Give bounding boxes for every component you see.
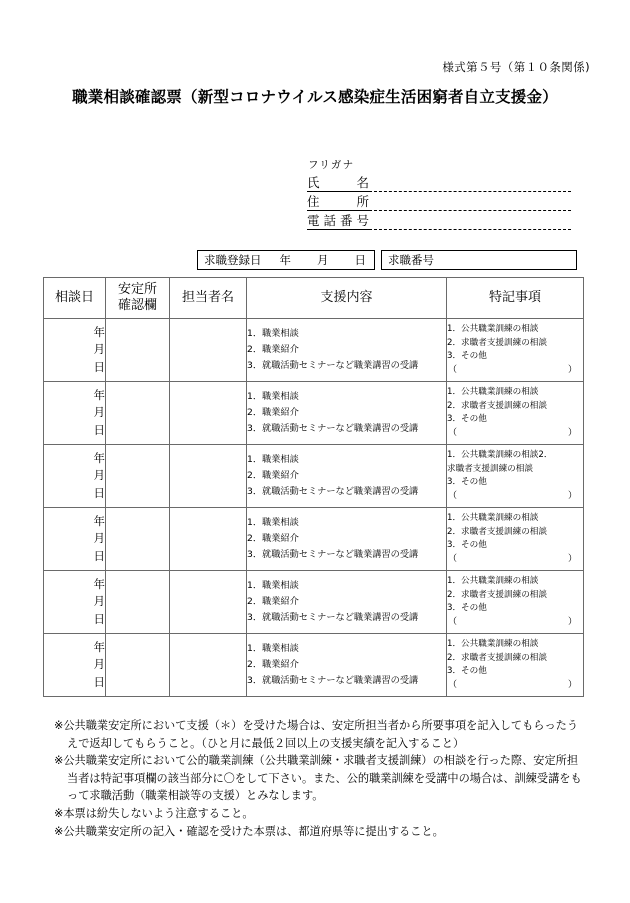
remark-other-input[interactable] <box>447 616 583 629</box>
paren-open: （ <box>448 364 458 375</box>
applicant-block <box>307 157 571 230</box>
header-support-content: 支援内容 <box>247 278 447 319</box>
remark-option-line-2[interactable]: 求職者支援訓練の相談 <box>447 463 533 474</box>
paren-open: （ <box>448 427 458 438</box>
paren-open: （ <box>448 553 458 564</box>
date-unit-day: 日 <box>93 359 105 374</box>
cell-consult-date[interactable] <box>44 634 106 697</box>
remark-other-input[interactable] <box>447 679 583 692</box>
remark-option-1[interactable]: 1．公共職業訓練の相談 <box>447 513 539 524</box>
consultation-table <box>43 277 584 697</box>
cell-remarks[interactable] <box>447 634 584 697</box>
paren-close: ） <box>567 364 577 375</box>
name-input[interactable] <box>369 176 571 192</box>
month-unit: 月 <box>317 253 329 267</box>
cell-office-check[interactable] <box>106 571 170 634</box>
cell-office-check[interactable] <box>106 382 170 445</box>
cell-office-check[interactable] <box>106 445 170 508</box>
remark-option-1[interactable]: 1．公共職業訓練の相談 <box>447 387 539 398</box>
date-unit-year: 年 <box>93 324 105 339</box>
support-option-2[interactable]: 2．職業紹介 <box>247 407 299 418</box>
support-option-3[interactable]: 3．就職活動セミナーなど職業講習の受講 <box>247 423 419 434</box>
cell-office-check[interactable] <box>106 508 170 571</box>
cell-staff-name[interactable] <box>170 382 247 445</box>
paren-open: （ <box>448 679 458 690</box>
address-input[interactable] <box>369 195 571 211</box>
date-unit-year: 年 <box>93 639 105 654</box>
date-unit-year: 年 <box>93 450 105 465</box>
cell-remarks[interactable] <box>447 319 584 382</box>
cell-support-content[interactable] <box>247 382 447 445</box>
cell-office-check[interactable] <box>106 319 170 382</box>
remark-other-input[interactable] <box>447 364 583 377</box>
cell-consult-date[interactable] <box>44 571 106 634</box>
date-unit-day: 日 <box>93 485 105 500</box>
footer-note-4: ※公共職業安定所の記入・確認を受けた本票は、都道府県等に提出すること。 <box>54 824 444 838</box>
cell-support-content[interactable] <box>247 319 447 382</box>
address-label: 住所 <box>307 194 369 209</box>
page-title: 職業相談確認票（新型コロナウイルス感染症生活困窮者自立支援金） <box>72 88 558 106</box>
table-header-row <box>44 278 584 319</box>
cell-consult-date[interactable] <box>44 445 106 508</box>
footer-note-3: ※本票は紛失しないよう注意すること。 <box>54 806 254 820</box>
job-registration-date-box[interactable] <box>197 250 375 270</box>
remark-option-3[interactable]: 3．その他 <box>447 414 487 425</box>
support-option-2[interactable]: 2．職業紹介 <box>247 659 299 670</box>
cell-consult-date[interactable] <box>44 319 106 382</box>
remark-option-2[interactable]: 2．求職者支援訓練の相談 <box>447 652 547 663</box>
job-registration-date-label: 求職登録日 <box>204 253 262 267</box>
date-unit-year: 年 <box>93 513 105 528</box>
support-option-1[interactable]: 1．職業相談 <box>247 580 299 591</box>
paren-close: ） <box>567 553 577 564</box>
table-row <box>44 571 584 634</box>
table-row <box>44 634 584 697</box>
date-unit-month: 月 <box>93 657 105 672</box>
remark-option-1[interactable]: 1．公共職業訓練の相談 <box>447 639 539 650</box>
paren-close: ） <box>567 616 577 627</box>
remark-option-2[interactable]: 2．求職者支援訓練の相談 <box>447 337 547 348</box>
table-row <box>44 508 584 571</box>
job-number-label: 求職番号 <box>388 253 434 267</box>
header-staff-name: 担当者名 <box>170 278 247 319</box>
form-number: 様式第５号（第１０条関係) <box>442 60 590 74</box>
cell-staff-name[interactable] <box>170 445 247 508</box>
support-option-2[interactable]: 2．職業紹介 <box>247 344 299 355</box>
cell-support-content[interactable] <box>247 508 447 571</box>
date-unit-month: 月 <box>93 594 105 609</box>
support-option-3[interactable]: 3．就職活動セミナーなど職業講習の受講 <box>247 675 419 686</box>
remark-option-3[interactable]: 3．その他 <box>447 540 487 551</box>
cell-consult-date[interactable] <box>44 382 106 445</box>
date-unit-month: 月 <box>93 405 105 420</box>
date-unit-day: 日 <box>93 548 105 563</box>
remark-option-3[interactable]: 3．その他 <box>447 666 487 677</box>
cell-office-check[interactable] <box>106 634 170 697</box>
name-label: 氏名 <box>307 175 369 190</box>
date-unit-month: 月 <box>93 531 105 546</box>
paren-close: ） <box>567 490 577 501</box>
paren-close: ） <box>567 679 577 690</box>
date-unit-month: 月 <box>93 342 105 357</box>
job-number-box[interactable] <box>381 250 577 270</box>
remark-option-2[interactable]: 2．求職者支援訓練の相談 <box>447 400 547 411</box>
support-option-1[interactable]: 1．職業相談 <box>247 643 299 654</box>
cell-remarks[interactable] <box>447 571 584 634</box>
support-option-3[interactable]: 3．就職活動セミナーなど職業講習の受講 <box>247 612 419 623</box>
support-option-1[interactable]: 1．職業相談 <box>247 391 299 402</box>
support-option-2[interactable]: 2．職業紹介 <box>247 533 299 544</box>
header-office-check-line2: 確認欄 <box>117 298 157 313</box>
date-unit-year: 年 <box>93 576 105 591</box>
cell-remarks[interactable] <box>447 382 584 445</box>
paren-open: （ <box>448 490 458 501</box>
date-unit-day: 日 <box>93 611 105 626</box>
footer-note-1: ※公共職業安定所において支援（＊）を受けた場合は、安定所担当者から所要事項を記入してもらったうえで返却してもらうこと。（ひと月に最低２回以上の支援実績を記入すること） <box>54 719 579 750</box>
support-option-1[interactable]: 1．職業相談 <box>247 454 299 465</box>
paren-open: （ <box>448 616 458 627</box>
table-row <box>44 319 584 382</box>
support-option-2[interactable]: 2．職業紹介 <box>247 596 299 607</box>
support-option-1[interactable]: 1．職業相談 <box>247 517 299 528</box>
cell-staff-name[interactable] <box>170 508 247 571</box>
header-office-check-line1: 安定所 <box>117 282 157 297</box>
address-field-row <box>307 192 571 211</box>
cell-support-content[interactable] <box>247 445 447 508</box>
furigana-label: フリガナ <box>308 159 355 171</box>
remark-option-2[interactable]: 2．求職者支援訓練の相談 <box>447 589 547 600</box>
date-unit-month: 月 <box>93 468 105 483</box>
name-field-row <box>307 173 571 192</box>
phone-field-row <box>307 211 571 230</box>
support-option-1[interactable]: 1．職業相談 <box>247 328 299 339</box>
remark-option-line-3[interactable]: 3．その他 <box>447 477 487 488</box>
cell-support-content[interactable] <box>247 634 447 697</box>
date-unit-day: 日 <box>93 674 105 689</box>
remark-other-input[interactable] <box>447 490 583 503</box>
cell-staff-name[interactable] <box>170 571 247 634</box>
remark-option-line-1[interactable]: 1．公共職業訓練の相談2． <box>447 450 553 461</box>
phone-input[interactable] <box>369 214 571 230</box>
remark-other-input[interactable] <box>447 427 583 440</box>
header-remarks: 特記事項 <box>447 278 584 319</box>
phone-label: 電話番号 <box>307 213 369 228</box>
day-unit: 日 <box>354 253 366 267</box>
remark-option-1[interactable]: 1．公共職業訓練の相談 <box>447 324 539 335</box>
support-option-3[interactable]: 3．就職活動セミナーなど職業講習の受講 <box>247 360 419 371</box>
cell-staff-name[interactable] <box>170 634 247 697</box>
date-unit-day: 日 <box>93 422 105 437</box>
support-option-3[interactable]: 3．就職活動セミナーなど職業講習の受講 <box>247 486 419 497</box>
remark-option-2[interactable]: 2．求職者支援訓練の相談 <box>447 526 547 537</box>
table-row <box>44 382 584 445</box>
footer-notes <box>54 717 588 840</box>
cell-support-content[interactable] <box>247 571 447 634</box>
paren-close: ） <box>567 427 577 438</box>
cell-remarks[interactable] <box>447 508 584 571</box>
cell-consult-date[interactable] <box>44 508 106 571</box>
remark-other-input[interactable] <box>447 553 583 566</box>
header-office-check <box>106 278 170 319</box>
cell-remarks[interactable] <box>447 445 584 508</box>
footer-note-2: ※公共職業安定所において公的職業訓練（公共職業訓練・求職者支援訓練）の相談を行った際、安定所担当者は特記事項欄の該当部分に〇をして下さい。また、公的職業訓練を受講中の場合は、訓練受講をもって求職活動（職業相談等の支援）とみなします。 <box>54 754 582 803</box>
registration-row <box>197 250 577 270</box>
remark-option-3[interactable]: 3．その他 <box>447 603 487 614</box>
year-unit: 年 <box>279 253 291 267</box>
date-unit-year: 年 <box>93 387 105 402</box>
cell-staff-name[interactable] <box>170 319 247 382</box>
header-consult-date: 相談日 <box>44 278 106 319</box>
support-option-2[interactable]: 2．職業紹介 <box>247 470 299 481</box>
support-option-3[interactable]: 3．就職活動セミナーなど職業講習の受講 <box>247 549 419 560</box>
table-row <box>44 445 584 508</box>
remark-option-3[interactable]: 3．その他 <box>447 351 487 362</box>
table-body <box>44 319 584 697</box>
remark-option-1[interactable]: 1．公共職業訓練の相談 <box>447 576 539 587</box>
